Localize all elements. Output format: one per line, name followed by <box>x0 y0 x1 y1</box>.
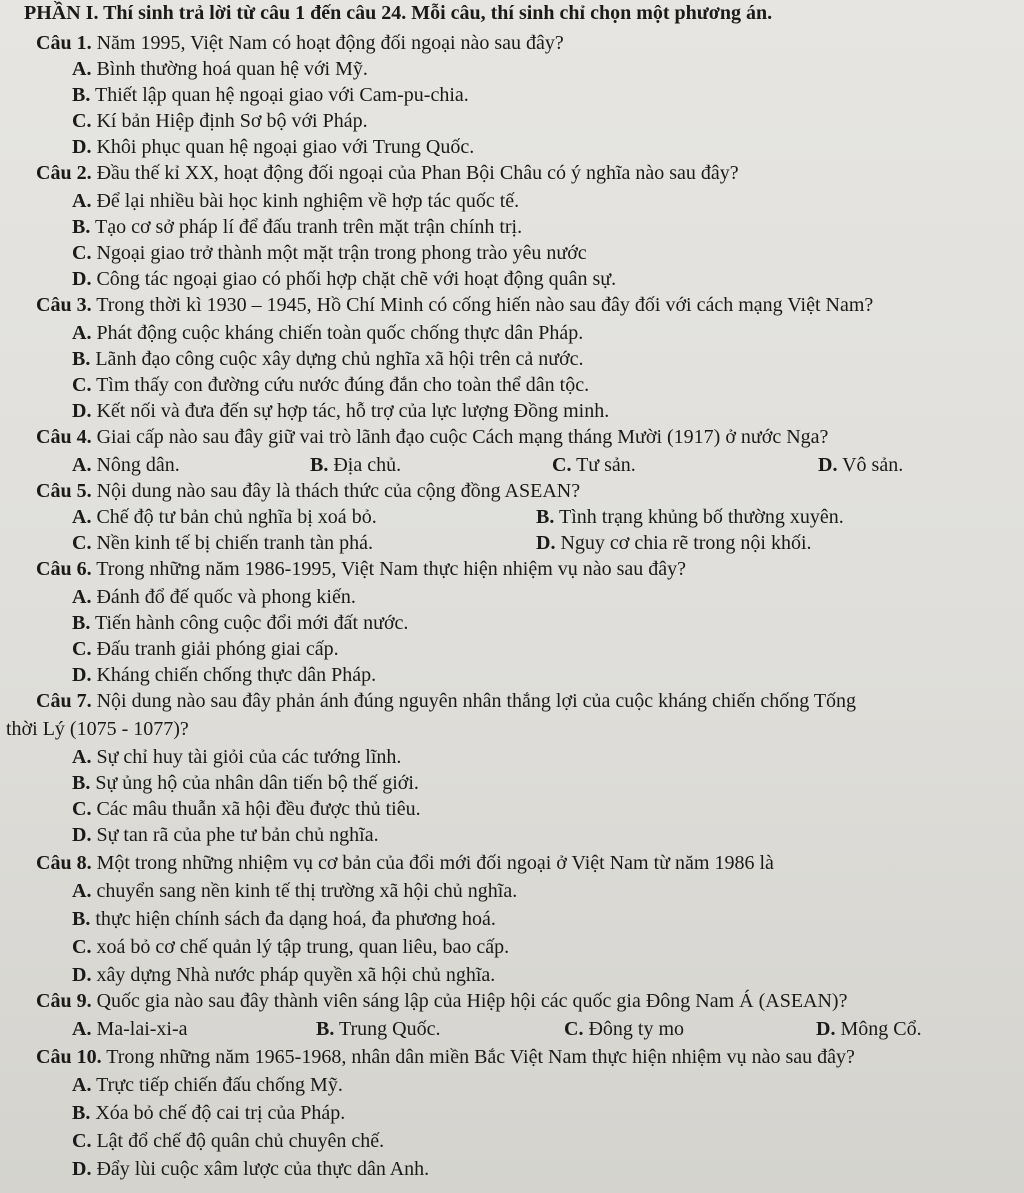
question-7 <box>36 688 1024 714</box>
option-letter: C. <box>72 936 92 958</box>
option-3a[interactable] <box>72 320 1024 346</box>
option-text: Tìm thấy con đường cứu nước đúng đắn cho toàn thể dân tộc. <box>91 374 590 396</box>
option-letter: A. <box>72 586 92 608</box>
option-text: Kí bản Hiệp định Sơ bộ với Pháp. <box>91 110 368 132</box>
question-text: Nội dung nào sau đây là thách thức của cộng đồng ASEAN? <box>91 480 581 502</box>
question-7-continued: thời Lý (1075 - 1077)? <box>6 718 189 740</box>
option-9d[interactable] <box>816 1016 1024 1042</box>
question-number: Câu 9. <box>36 990 92 1012</box>
option-text: thực hiện chính sách đa dạng hoá, đa phương hoá. <box>90 908 496 930</box>
question-text: Quốc gia nào sau đây thành viên sáng lập của Hiệp hội các quốc gia Đông Nam Á (ASEAN)? <box>91 990 848 1012</box>
question-text: Đầu thế kỉ XX, hoạt động đối ngoại của Phan Bội Châu có ý nghĩa nào sau đây? <box>91 162 739 184</box>
option-text: Kháng chiến chống thực dân Pháp. <box>91 664 377 686</box>
option-1d[interactable] <box>72 134 1024 160</box>
question-5 <box>36 478 1024 504</box>
option-text: Phát động cuộc kháng chiến toàn quốc chống thực dân Pháp. <box>91 322 584 344</box>
option-letter: C. <box>72 374 92 396</box>
option-text: Lãnh đạo công cuộc xây dựng chủ nghĩa xã hội trên cả nước. <box>90 348 584 370</box>
option-letter: A. <box>72 746 92 768</box>
option-letter: B. <box>72 348 91 370</box>
option-7a[interactable] <box>72 744 1024 770</box>
question-number: Câu 3. <box>36 294 92 316</box>
question-number: Câu 1. <box>36 32 92 54</box>
option-letter: D. <box>72 964 92 986</box>
question-9 <box>36 988 1024 1014</box>
option-letter: C. <box>564 1018 584 1040</box>
question-text: Năm 1995, Việt Nam có hoạt động đối ngoại nào sau đây? <box>91 32 564 54</box>
option-letter: B. <box>72 84 91 106</box>
option-text: Bình thường hoá quan hệ với Mỹ. <box>91 58 368 80</box>
option-text: Nông dân. <box>91 454 180 476</box>
option-letter: D. <box>816 1018 836 1040</box>
option-6c[interactable] <box>72 636 1024 662</box>
option-text: Vô sản. <box>837 454 904 476</box>
option-7c[interactable] <box>72 796 1024 822</box>
question-1 <box>36 30 1024 56</box>
option-text: Đấu tranh giải phóng giai cấp. <box>91 638 339 660</box>
question-number: Câu 7. <box>36 690 92 712</box>
option-8b[interactable] <box>72 906 1024 932</box>
question-8 <box>36 850 1024 876</box>
option-letter: A. <box>72 58 92 80</box>
option-letter: D. <box>72 136 92 158</box>
option-10d[interactable] <box>72 1156 1024 1182</box>
option-text: xoá bỏ cơ chế quản lý tập trung, quan liêu, bao cấp. <box>91 936 510 958</box>
option-letter: B. <box>72 216 91 238</box>
option-1a[interactable] <box>72 56 1024 82</box>
question-number: Câu 8. <box>36 852 92 874</box>
option-6b[interactable] <box>72 610 1024 636</box>
option-letter: C. <box>552 454 572 476</box>
option-10c[interactable] <box>72 1128 1024 1154</box>
option-text: Sự chỉ huy tài giỏi của các tướng lĩnh. <box>91 746 402 768</box>
option-5d[interactable] <box>536 530 1024 556</box>
option-2a[interactable] <box>72 188 1024 214</box>
option-3c[interactable] <box>72 372 1024 398</box>
option-letter: A. <box>72 322 92 344</box>
option-text: Tư sản. <box>571 454 636 476</box>
option-letter: D. <box>536 532 556 554</box>
question-4 <box>36 424 1024 450</box>
option-text: Sự ủng hộ của nhân dân tiến bộ thế giới. <box>90 772 419 794</box>
question-number: Câu 6. <box>36 558 92 580</box>
option-letter: C. <box>72 798 92 820</box>
option-3b[interactable] <box>72 346 1024 372</box>
option-text: Chế độ tư bản chủ nghĩa bị xoá bỏ. <box>91 506 377 528</box>
question-text: Một trong những nhiệm vụ cơ bản của đổi mới đối ngoại ở Việt Nam từ năm 1986 là <box>91 852 774 874</box>
option-letter: D. <box>72 824 92 846</box>
option-letter: C. <box>72 532 92 554</box>
option-text: Lật đổ chế độ quân chủ chuyên chế. <box>91 1130 385 1152</box>
option-text: xây dựng Nhà nước pháp quyền xã hội chủ nghĩa. <box>91 964 496 986</box>
option-text: chuyển sang nền kinh tế thị trường xã hội chủ nghĩa. <box>91 880 518 902</box>
question-number: Câu 4. <box>36 426 92 448</box>
option-7d[interactable] <box>72 822 1024 848</box>
option-8c[interactable] <box>72 934 1024 960</box>
option-letter: B. <box>310 454 329 476</box>
option-text: Tiến hành công cuộc đổi mới đất nước. <box>90 612 409 634</box>
option-text: Khôi phục quan hệ ngoại giao với Trung Quốc. <box>91 136 475 158</box>
option-8d[interactable] <box>72 962 1024 988</box>
option-letter: C. <box>72 638 92 660</box>
option-text: Đẩy lùi cuộc xâm lược của thực dân Anh. <box>91 1158 430 1180</box>
option-letter: D. <box>72 400 92 422</box>
option-letter: C. <box>72 110 92 132</box>
option-8a[interactable] <box>72 878 1024 904</box>
option-text: Trung Quốc. <box>334 1018 441 1040</box>
option-5b[interactable] <box>536 504 1024 530</box>
option-text: Tạo cơ sở pháp lí để đấu tranh trên mặt trận chính trị. <box>90 216 523 238</box>
question-6 <box>36 556 1024 582</box>
option-letter: B. <box>72 612 91 634</box>
option-text: Mông Cổ. <box>835 1018 922 1040</box>
question-text: Nội dung nào sau đây phản ánh đúng nguyên nhân thắng lợi của cuộc kháng chiến chống Tống <box>91 690 857 712</box>
option-letter: A. <box>72 506 92 528</box>
option-2c[interactable] <box>72 240 1024 266</box>
option-text: Tình trạng khủng bố thường xuyên. <box>554 506 844 528</box>
option-3d[interactable] <box>72 398 1024 424</box>
option-letter: D. <box>72 268 92 290</box>
option-7b[interactable] <box>72 770 1024 796</box>
question-2 <box>36 160 1024 186</box>
question-number: Câu 5. <box>36 480 92 502</box>
option-text: Đông ty mo <box>583 1018 685 1040</box>
option-letter: B. <box>536 506 555 528</box>
option-text: Trực tiếp chiến đấu chống Mỹ. <box>91 1074 343 1096</box>
option-letter: D. <box>818 454 838 476</box>
option-text: Sự tan rã của phe tư bản chủ nghĩa. <box>91 824 379 846</box>
question-3 <box>36 292 1024 318</box>
question-text: Giai cấp nào sau đây giữ vai trò lãnh đạo cuộc Cách mạng tháng Mười (1917) ở nước Nga? <box>91 426 829 448</box>
option-letter: A. <box>72 190 92 212</box>
option-6d[interactable] <box>72 662 1024 688</box>
option-letter: D. <box>72 664 92 686</box>
option-letter: C. <box>72 242 92 264</box>
option-1c[interactable] <box>72 108 1024 134</box>
option-10b[interactable] <box>72 1100 1024 1126</box>
option-letter: A. <box>72 880 92 902</box>
option-text: Các mâu thuẫn xã hội đều được thủ tiêu. <box>91 798 421 820</box>
part-heading: PHẦN I. Thí sinh trả lời từ câu 1 đến câu 24. Mỗi câu, thí sinh chỉ chọn một phương án. <box>24 2 773 24</box>
option-text: Địa chủ. <box>328 454 402 476</box>
option-6a[interactable] <box>72 584 1024 610</box>
option-letter: A. <box>72 1074 92 1096</box>
option-letter: B. <box>72 1102 91 1124</box>
option-text: Ngoại giao trở thành một mặt trận trong phong trào yêu nước <box>91 242 587 264</box>
option-text: Công tác ngoại giao có phối hợp chặt chẽ với hoạt động quân sự. <box>91 268 617 290</box>
option-text: Nguy cơ chia rẽ trong nội khối. <box>555 532 812 554</box>
option-letter: B. <box>72 908 91 930</box>
option-letter: A. <box>72 454 92 476</box>
question-text: Trong những năm 1965-1968, nhân dân miền Bắc Việt Nam thực hiện nhiệm vụ nào sau đây? <box>101 1046 855 1068</box>
option-text: Để lại nhiều bài học kinh nghiệm về hợp tác quốc tế. <box>91 190 520 212</box>
option-text: Xóa bỏ chế độ cai trị của Pháp. <box>90 1102 346 1124</box>
option-2d[interactable] <box>72 266 1024 292</box>
option-letter: A. <box>72 1018 92 1040</box>
option-text: Đánh đổ đế quốc và phong kiến. <box>91 586 356 608</box>
question-text: Trong thời kì 1930 – 1945, Hồ Chí Minh có cống hiến nào sau đây đối với cách mạng Việt Nam? <box>91 294 874 316</box>
option-letter: B. <box>316 1018 335 1040</box>
question-10 <box>36 1044 1024 1070</box>
option-1b[interactable] <box>72 82 1024 108</box>
option-text: Ma-lai-xi-a <box>91 1018 188 1040</box>
question-number: Câu 10. <box>36 1046 102 1068</box>
option-text: Kết nối và đưa đến sự hợp tác, hỗ trợ của lực lượng Đồng minh. <box>91 400 610 422</box>
option-letter: D. <box>72 1158 92 1180</box>
option-text: Thiết lập quan hệ ngoại giao với Cam-pu-chia. <box>90 84 469 106</box>
question-text: Trong những năm 1986-1995, Việt Nam thực hiện nhiệm vụ nào sau đây? <box>91 558 687 580</box>
option-letter: B. <box>72 772 91 794</box>
option-2b[interactable] <box>72 214 1024 240</box>
option-10a[interactable] <box>72 1072 1024 1098</box>
option-4d[interactable] <box>818 452 1024 478</box>
option-letter: C. <box>72 1130 92 1152</box>
option-text: Nền kinh tế bị chiến tranh tàn phá. <box>91 532 374 554</box>
question-number: Câu 2. <box>36 162 92 184</box>
